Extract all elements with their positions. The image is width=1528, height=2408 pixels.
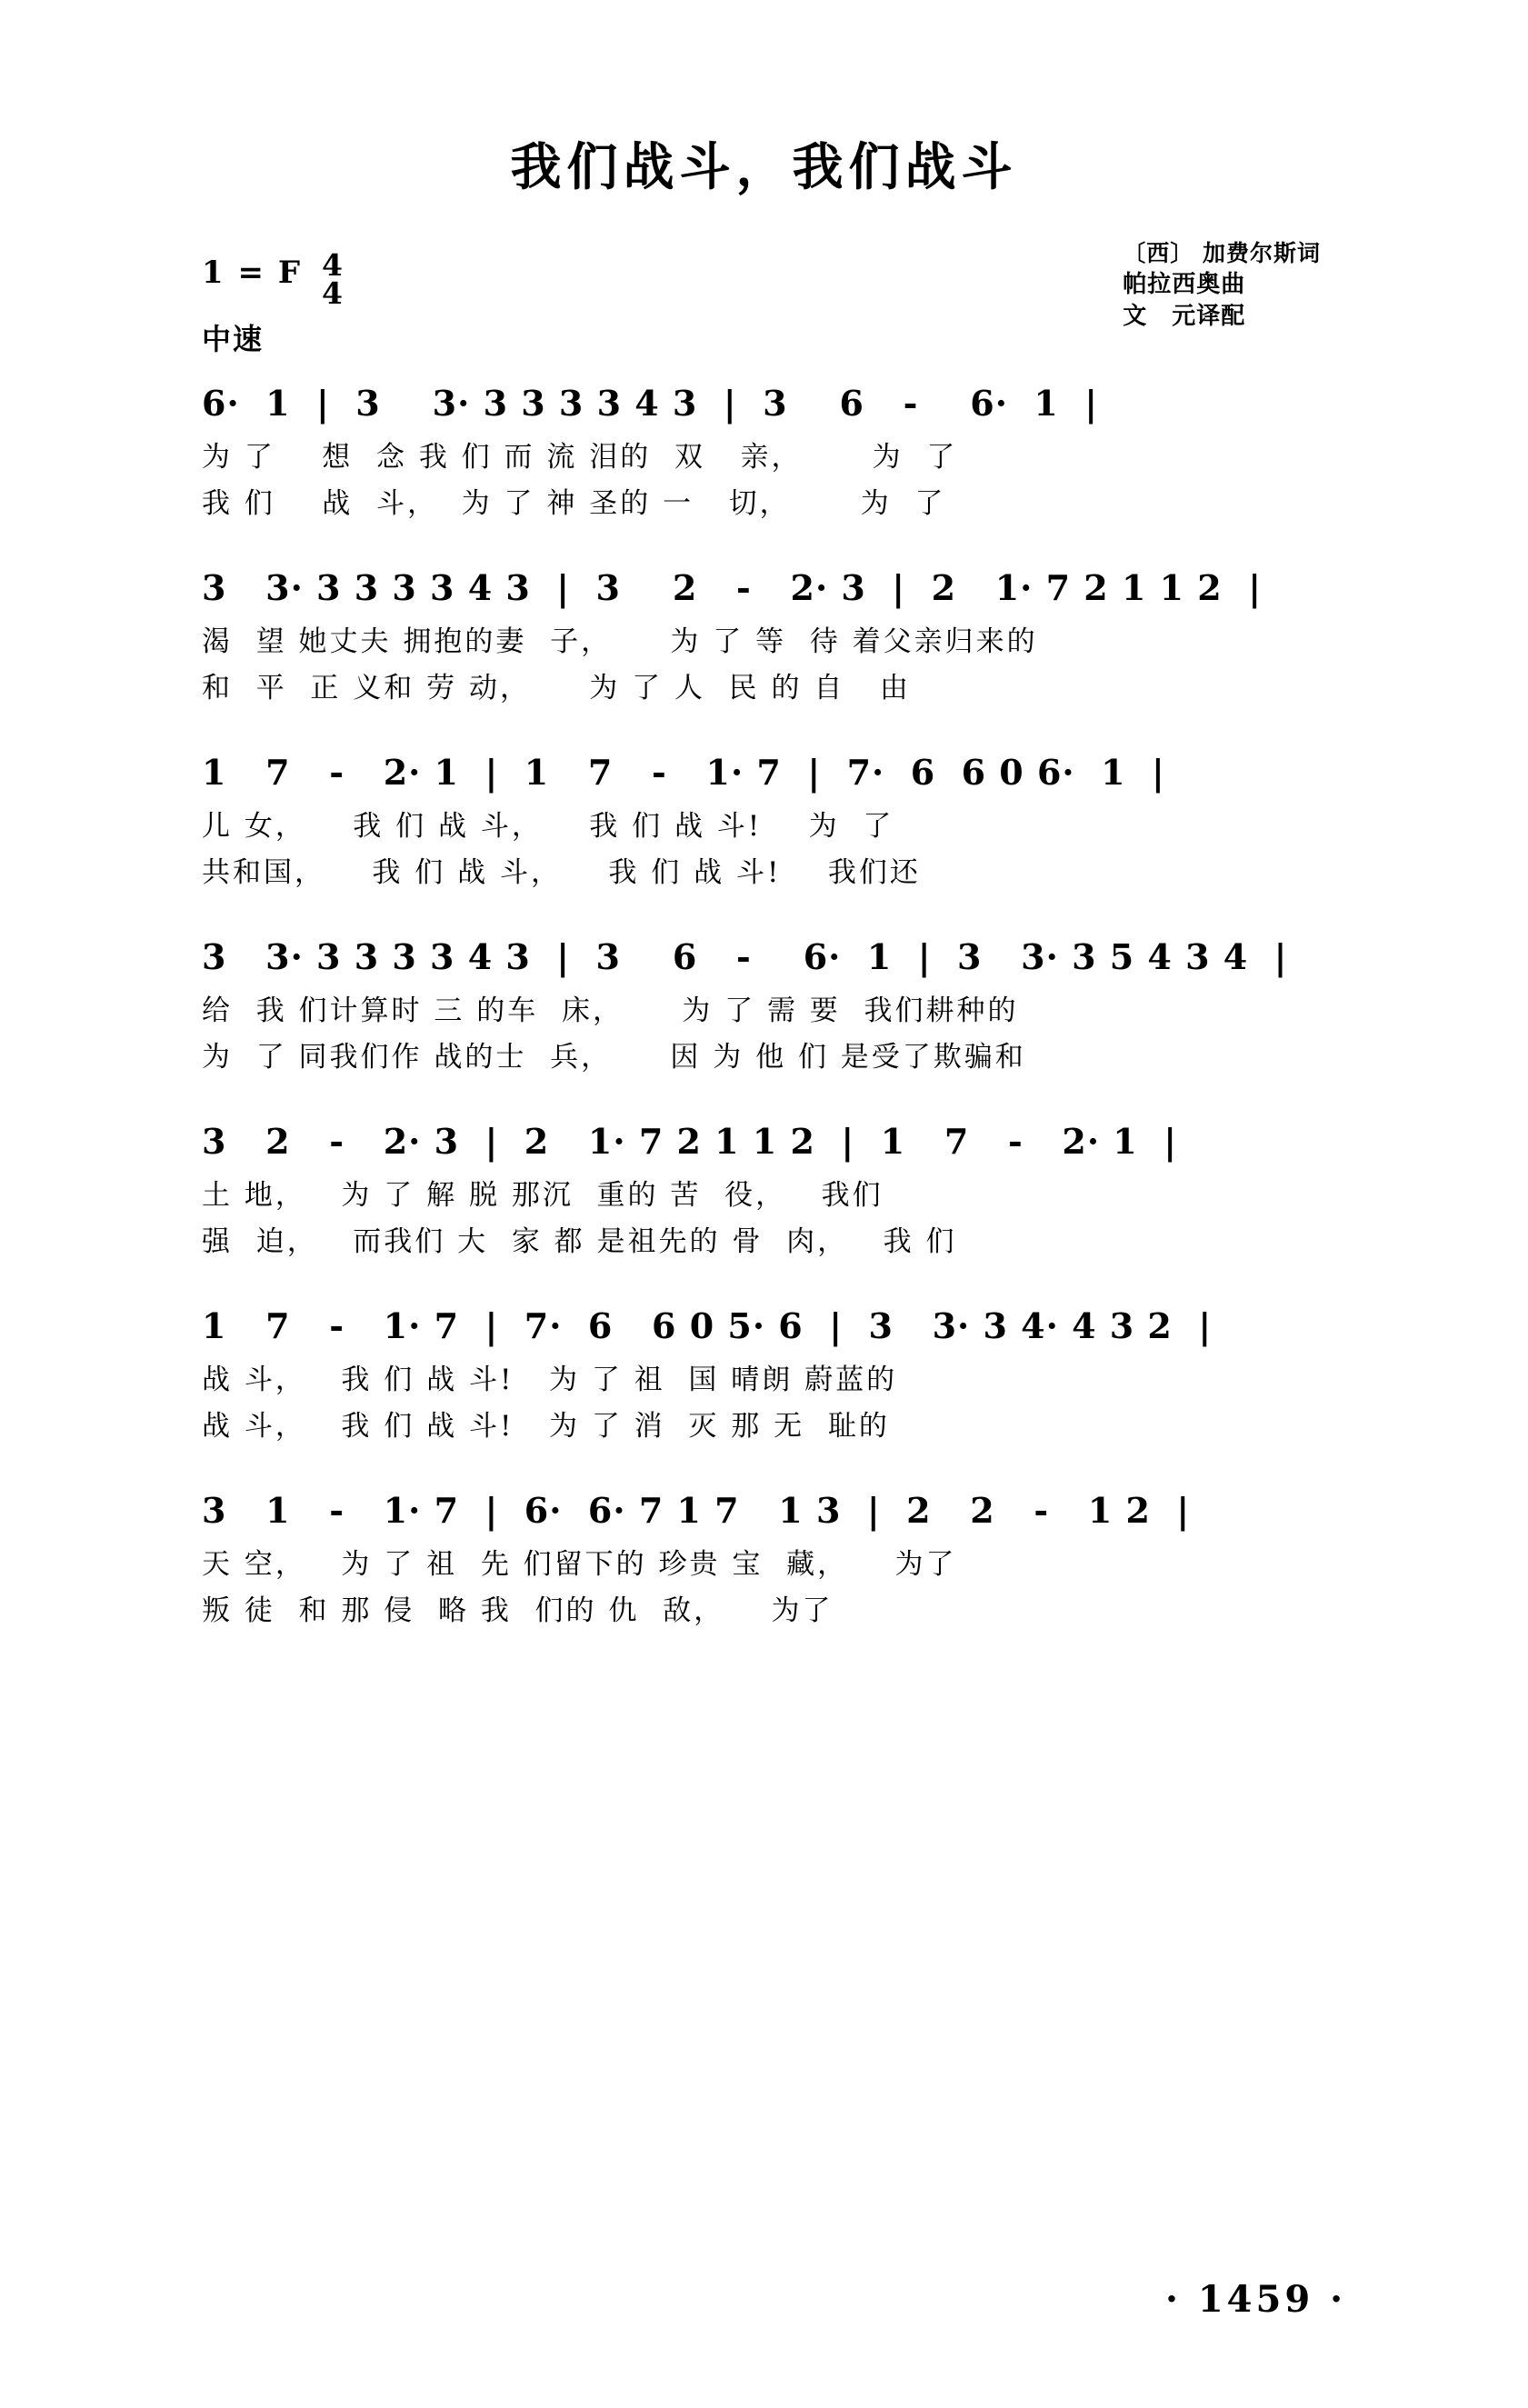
lyric-line-verse2: 我 们 战 斗， 为 了 神 圣的 一 切， 为 了: [202, 486, 946, 520]
key-and-time-signature: [202, 247, 343, 312]
tempo-marking: 中速: [202, 322, 265, 356]
credits-block: [1123, 238, 1321, 333]
music-systems: [0, 382, 1528, 1632]
score-header: [0, 238, 1528, 375]
lyric-line-verse1: 给 我 们计算时 三 的车 床， 为 了 需 要 我们耕种的: [202, 994, 1019, 1027]
notation-line: 3 1 - 1· 7 | 6· 6· 7 1 7 1 3 | 2 2 - 1 2 |: [202, 1490, 1191, 1531]
credit-line-lyricist: 〔西〕 加费尔斯词: [1123, 240, 1321, 266]
lyric-line-verse1: 天 空， 为 了 祖 先 们留下的 珍贵 宝 藏， 为了: [202, 1548, 957, 1581]
lyric-line-verse2: 为 了 同我们作 战的士 兵， 因 为 他 们 是受了欺骗和: [202, 1040, 1026, 1074]
lyric-line-verse2: 强 迫， 而我们 大 家 都 是祖先的 骨 肉， 我 们: [202, 1224, 957, 1258]
lyric-line-verse1: 战 斗， 我 们 战 斗! 为 了 祖 国 晴朗 蔚蓝的: [202, 1364, 898, 1396]
notation-line: 3 3· 3 3 3 3 4 3 | 3 6 - 6· 1 | 3 3· 3 5 4 3 4 |: [202, 936, 1288, 977]
system-1: [202, 382, 1326, 525]
time-signature: [321, 247, 343, 312]
page-number: · 1459 ·: [1164, 2278, 1346, 2321]
lyric-line-verse1: 土 地， 为 了 解 脱 那沉 重的 苦 役， 我们: [202, 1179, 884, 1212]
sheet-music-page: [0, 127, 1528, 2408]
time-signature-denominator: 4: [321, 275, 343, 312]
lyric-line-verse2: 叛 徒 和 那 侵 略 我 们的 仇 敌， 为了: [202, 1594, 834, 1627]
lyric-line-verse2: 共和国， 我 们 战 斗， 我 们 战 斗! 我们还: [202, 855, 921, 889]
credit-line-translator: 文 元译配: [1123, 302, 1246, 330]
credit-line-composer: 帕拉西奥曲: [1123, 270, 1246, 298]
system-5: [202, 1120, 1326, 1263]
lyric-line-verse1: 儿 女， 我 们 战 斗， 我 们 战 斗! 为 了: [202, 810, 894, 843]
notation-line: 6· 1 | 3 3· 3 3 3 3 4 3 | 3 6 - 6· 1 |: [202, 383, 1099, 424]
lyric-line-verse1: 渴 望 她丈夫 拥抱的妻 子， 为 了 等 待 着父亲归来的: [202, 625, 1038, 658]
system-6: [202, 1304, 1326, 1447]
time-signature-numerator: 4: [321, 247, 343, 283]
notation-line: 3 2 - 2· 3 | 2 1· 7 2 1 1 2 | 1 7 - 2· 1 |: [202, 1121, 1178, 1162]
notation-line: 3 3· 3 3 3 3 4 3 | 3 2 - 2· 3 | 2 1· 7 2 1 1 2 |: [202, 567, 1263, 608]
notation-line: 1 7 - 2· 1 | 1 7 - 1· 7 | 7· 6 6 0 6· 1 |: [202, 752, 1165, 793]
lyric-line-verse2: 战 斗， 我 们 战 斗! 为 了 消 灭 那 无 耻的: [202, 1409, 890, 1443]
key-signature: 1 = F: [202, 255, 302, 291]
system-2: [202, 566, 1326, 709]
notation-line: 1 7 - 1· 7 | 7· 6 6 0 5· 6 | 3 3· 3 4· 4 3 2 |: [202, 1305, 1213, 1346]
system-3: [202, 751, 1326, 894]
page-title: 我们战斗，我们战斗: [510, 137, 1018, 197]
lyric-line-verse2: 和 平 正 义和 劳 动， 为 了 人 民 的 自 由: [202, 671, 911, 704]
lyric-line-verse1: 为 了 想 念 我 们 而 流 泪的 双 亲， 为 了: [202, 441, 958, 474]
system-4: [202, 935, 1326, 1078]
system-7: [202, 1489, 1326, 1632]
